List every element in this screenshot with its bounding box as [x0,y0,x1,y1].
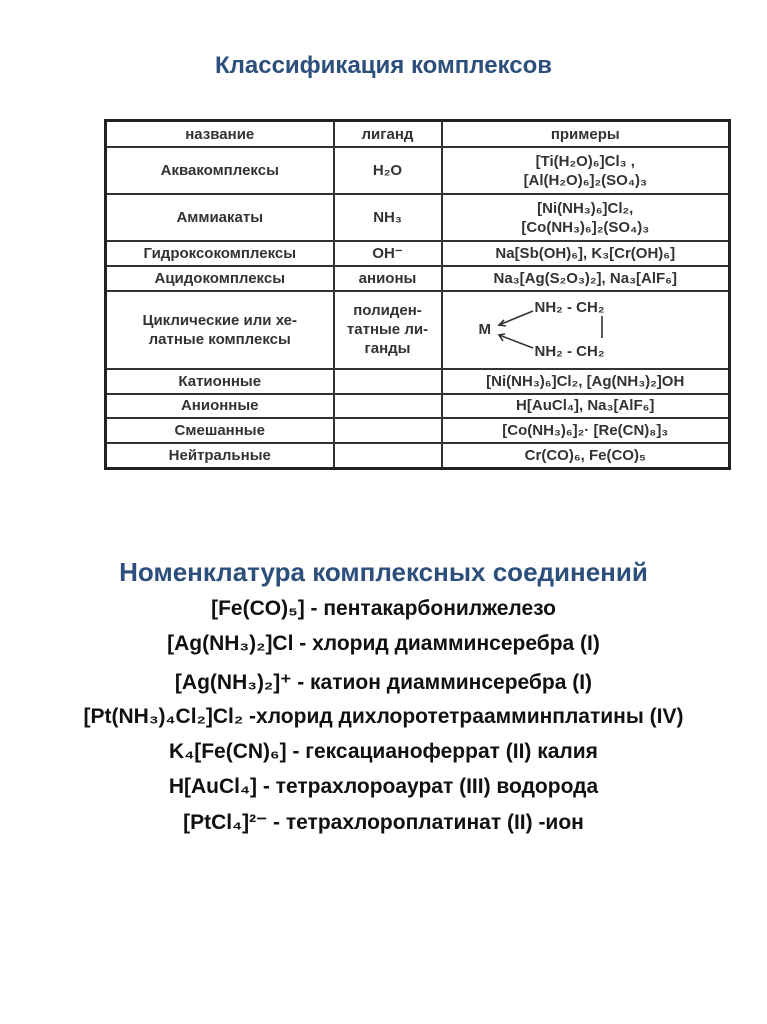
formula: [Ag(NH₃)₂]⁺ [174,671,292,694]
row-ligand: H₂O [334,147,442,194]
nomenclature-line [0,705,767,729]
row-name: Аквакомплексы [106,147,334,194]
nomenclature-line [0,597,767,621]
nomenclature-line [0,775,767,799]
row-ligand [334,394,442,419]
formula: [Ag(NH₃)₂]Cl [167,632,294,655]
classification-table [104,119,731,470]
row-ligand: OH⁻ [334,241,442,266]
row-examples: Cr(CO)₆, Fe(CO)₅ [442,443,730,468]
table-row [106,241,730,266]
row-ligand [334,443,442,468]
row-name: Гидроксокомплексы [106,241,334,266]
nomenclature-line [0,632,767,656]
header-examples: примеры [442,121,730,148]
ligand-line: полиден- [353,302,422,320]
row-ligand [334,418,442,443]
row-name-line: Циклические или хе- [142,311,297,329]
row-ligand [334,369,442,394]
compound-name: - пентакарбонилжелезо [304,597,556,620]
nomenclature-title: Номенклатура комплексных соединений [119,557,648,587]
ligand-line: ганды [364,340,411,358]
table-header-row [106,121,730,148]
table-row [106,443,730,468]
ligand-line: татные ли- [346,321,429,339]
table-row [106,394,730,419]
row-name: Нейтральные [106,443,334,468]
row-examples [442,291,730,369]
compound-name: - гексацианоферрат (II) калия [286,740,598,763]
formula: H[AuCl₄] [168,775,257,798]
row-examples: [Ni(NH₃)₆]Cl₂, [Ag(NH₃)₂]OH [442,369,730,394]
classification-table-container [104,119,728,470]
header-name: название [106,121,334,148]
row-examples [442,147,730,194]
compound-name: - катион диамминсеребра (I) [291,671,593,694]
row-name: Смешанные [106,418,334,443]
table-row [106,266,730,291]
formula: [Fe(CO)₅] [211,597,305,620]
table-row [106,147,730,194]
example-line: [Co(NH₃)₆]₂(SO₄)₃ [521,218,650,236]
row-examples [442,194,730,241]
nomenclature-line [0,740,767,764]
table-row [106,418,730,443]
compound-name: - тетрахлороплатинат (II) -ион [267,811,584,834]
chelate-top-group: NH₂ - CH₂ [534,298,605,316]
nomenclature-line [0,810,767,835]
chelate-bottom-group: NH₂ - CH₂ [534,342,605,360]
chelate-diagram [447,298,725,362]
chelate-bonds-icon [447,298,607,362]
row-ligand: анионы [334,266,442,291]
row-name: Аммиакаты [106,194,334,241]
row-name-line: латные комплексы [148,330,291,348]
row-ligand [334,291,442,369]
row-examples: Na₃[Ag(S₂O₃)₂], Na₃[AlF₆] [442,266,730,291]
row-name: Анионные [106,394,334,419]
chelate-metal: M [478,320,491,338]
compound-name: - хлорид диамминсеребра (I) [293,632,600,655]
table-row [106,194,730,241]
page-title: Классификация комплексов [214,52,552,79]
row-examples: Na[Sb(OH)₆], K₃[Cr(OH)₆] [442,241,730,266]
row-name [106,291,334,369]
example-line: [Ni(NH₃)₆]Cl₂, [537,199,634,217]
compound-name: -хлорид дихлоротетраамминплатины (IV) [243,705,684,728]
nomenclature-line [0,670,767,695]
formula: [Pt(NH₃)₄Cl₂]Cl₂ [83,705,244,728]
row-name: Ацидокомплексы [106,266,334,291]
formula: [PtCl₄]²⁻ [183,811,268,834]
header-ligand: лиганд [334,121,442,148]
row-examples: H[AuCl₄], Na₃[AlF₆] [442,394,730,419]
row-name: Катионные [106,369,334,394]
formula: K₄[Fe(CN)₆] [169,740,287,763]
table-row [106,291,730,369]
row-ligand: NH₃ [334,194,442,241]
example-line: [Al(H₂O)₆]₂(SO₄)₃ [523,171,647,189]
row-examples: [Co(NH₃)₆]₂· [Re(CN)₈]₃ [442,418,730,443]
example-line: [Ti(H₂O)₆]Cl₃ , [535,152,635,170]
table-row [106,369,730,394]
compound-name: - тетрахлороаурат (III) водорода [257,775,599,798]
